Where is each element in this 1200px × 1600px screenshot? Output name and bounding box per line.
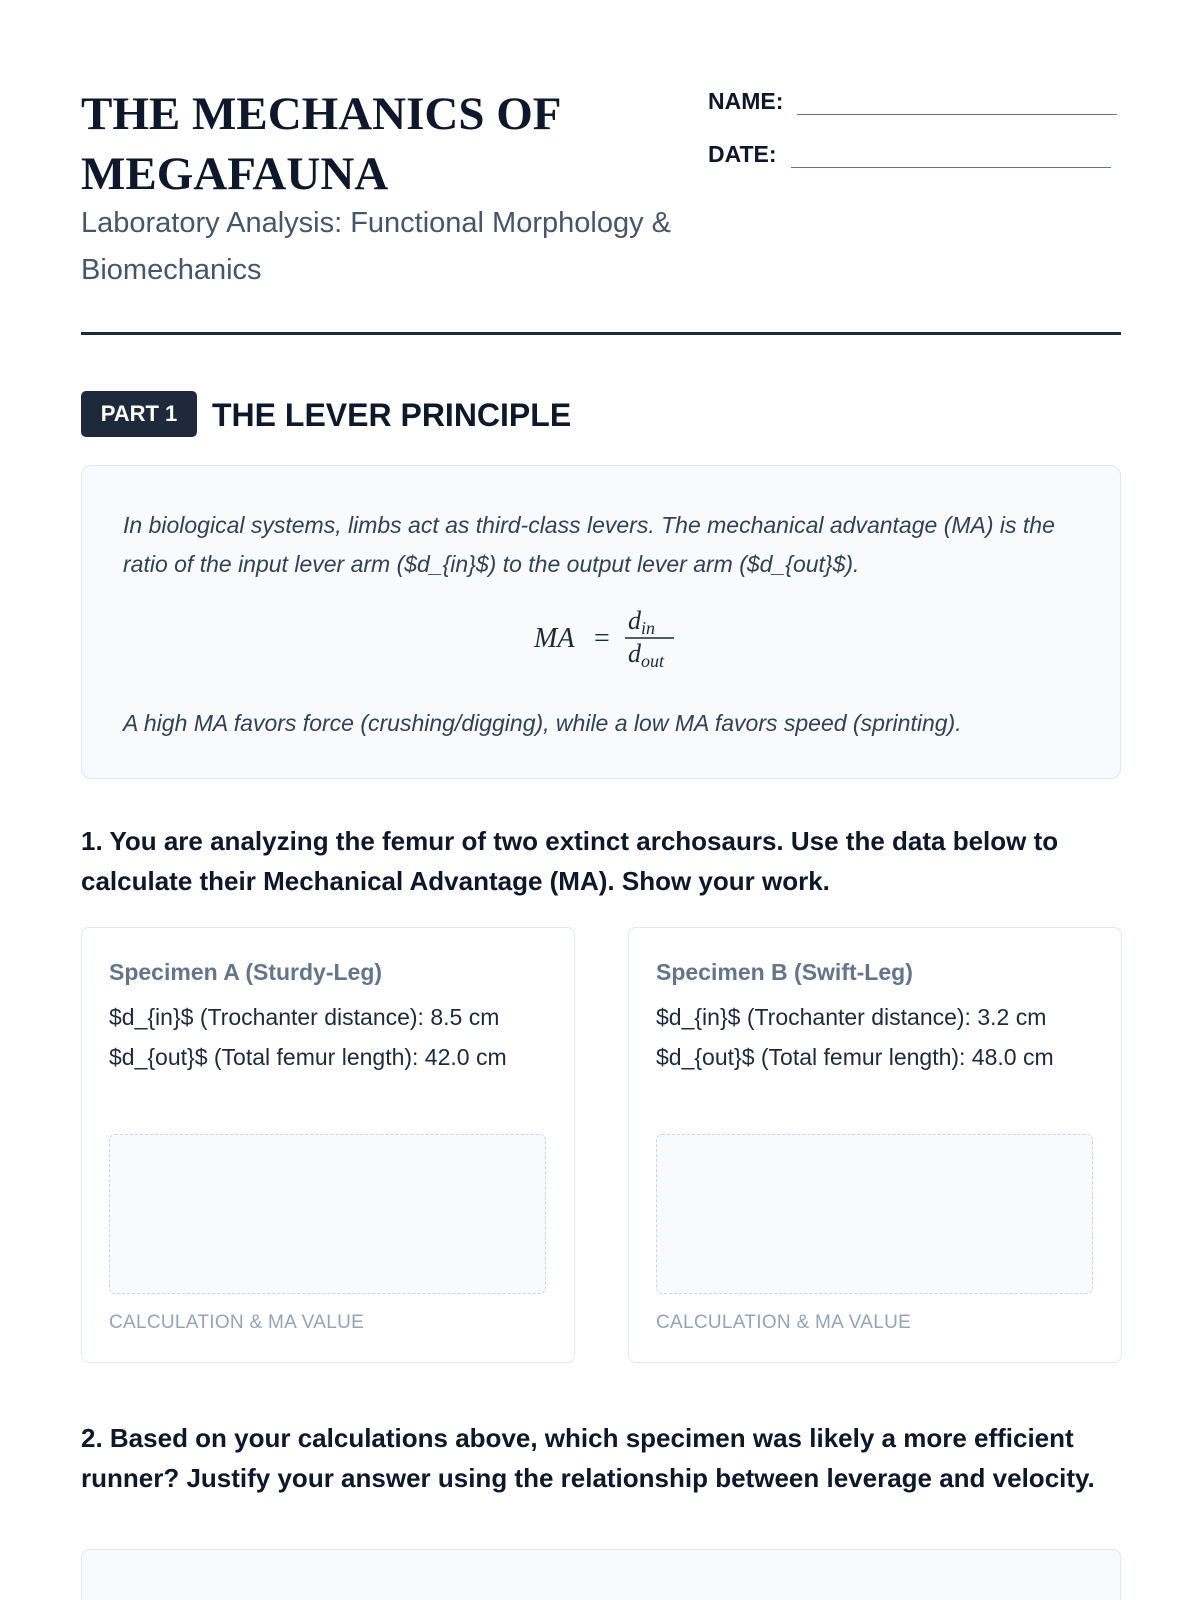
- part-badge: PART 1: [81, 391, 197, 437]
- worksheet-title: THE MECHANICS OF MEGAFAUNA: [81, 88, 560, 200]
- specimen-b-title: Specimen B (Swift-Leg): [656, 959, 913, 985]
- specimen-b-d-out: $d_{out}$ (Total femur length): 48.0 cm: [656, 1044, 1054, 1070]
- specimen-a-d-out: $d_{out}$ (Total femur length): 42.0 cm: [109, 1044, 507, 1070]
- lever-intro-text: In biological systems, limbs act as third-class levers. The mechanical advantage (MA) is the ratio of the input lever arm ($d_{in}$) to the output lever arm ($d_{out}$).: [123, 512, 1055, 577]
- name-label: NAME:: [708, 88, 784, 114]
- question-2: 2. Based on your calculations above, which specimen was likely a more efficient runner? Justify your answer using the relationship between leverage and velocity.: [81, 1423, 1095, 1493]
- formula-numerator: din: [628, 606, 656, 638]
- specimen-a-calculation-label: CALCULATION & MA VALUE: [109, 1312, 365, 1333]
- date-input-line[interactable]: [791, 139, 1111, 168]
- formula-lhs: MA: [534, 623, 575, 654]
- specimen-a-calculation-box[interactable]: [109, 1134, 546, 1294]
- date-field: [708, 139, 1111, 168]
- lever-note-text: A high MA favors force (crushing/digging), while a low MA favors speed (sprinting).: [123, 710, 962, 736]
- lever-principle-info-box: [81, 465, 1121, 779]
- specimen-a-title: Specimen A (Sturdy-Leg): [109, 959, 383, 985]
- specimen-b-d-in: $d_{in}$ (Trochanter distance): 3.2 cm: [656, 1004, 1047, 1030]
- specimen-a-card: [81, 927, 575, 1363]
- name-field: [708, 86, 1117, 115]
- specimen-b-calculation-box[interactable]: [656, 1134, 1093, 1294]
- header-divider: [81, 332, 1121, 335]
- specimen-b-card: [628, 927, 1122, 1363]
- formula-equals: =: [594, 623, 610, 654]
- specimen-a-d-in: $d_{in}$ (Trochanter distance): 8.5 cm: [109, 1004, 500, 1030]
- name-input-line[interactable]: [797, 86, 1117, 115]
- part-title: THE LEVER PRINCIPLE: [212, 397, 572, 433]
- worksheet-subtitle: Laboratory Analysis: Functional Morphology & Biomechanics: [81, 207, 671, 286]
- formula-denominator: dout: [628, 639, 665, 671]
- question-2-answer-box[interactable]: [81, 1549, 1121, 1600]
- question-1: 1. You are analyzing the femur of two extinct archosaurs. Use the data below to calculate their Mechanical Advantage (MA). Show your work.: [81, 826, 1059, 896]
- specimen-b-calculation-label: CALCULATION & MA VALUE: [656, 1312, 912, 1333]
- mechanical-advantage-formula: [532, 604, 692, 674]
- date-label: DATE:: [708, 141, 777, 167]
